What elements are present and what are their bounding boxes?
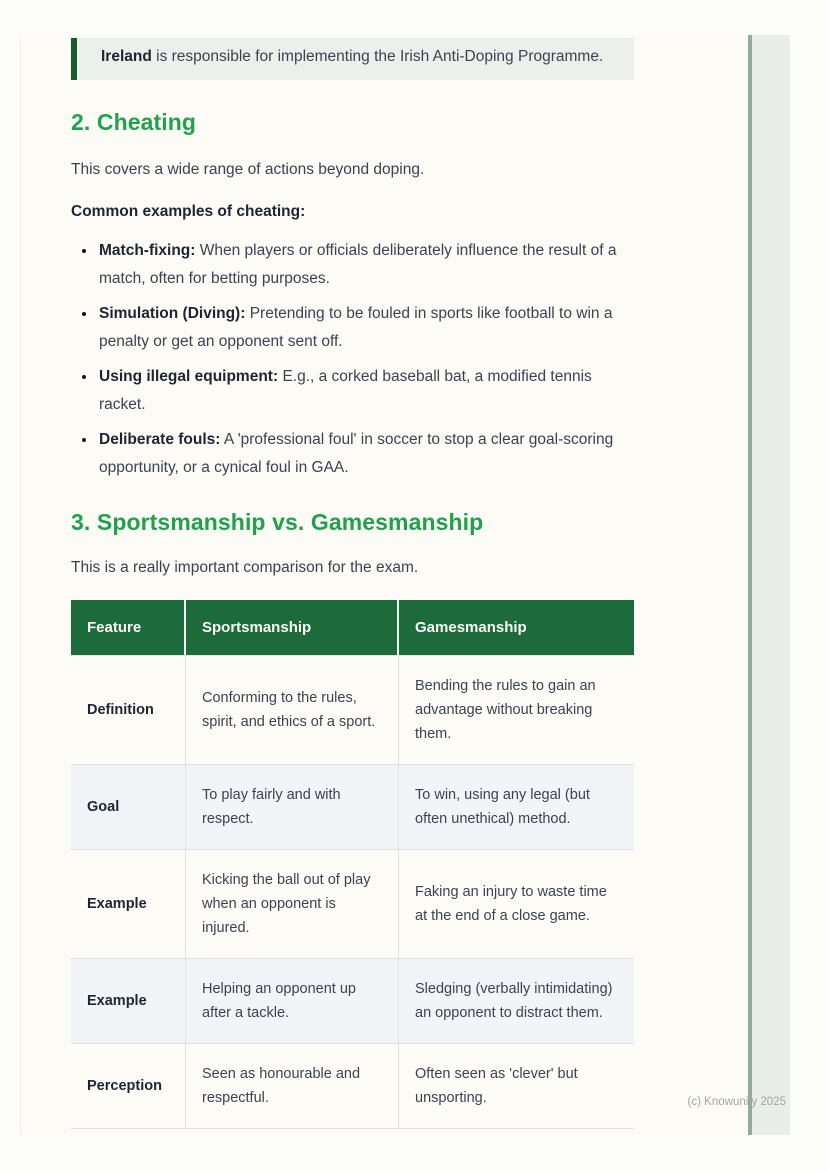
table-row: [71, 1044, 634, 1129]
table-row: [71, 656, 634, 765]
list-item-text: A 'professional foul' in soccer to stop a clear goal-scoring opportunity, or a cynical foul in GAA.: [99, 431, 614, 476]
comparison-table: [71, 600, 634, 1129]
list-item-term: Using illegal equipment:: [99, 368, 279, 385]
list-item: [97, 426, 634, 482]
table-cell-sportsmanship: Kicking the ball out of play when an opponent is injured.: [186, 850, 399, 959]
document-content: [71, 35, 634, 1129]
callout-quote: [71, 38, 634, 80]
page-edge-strip: [748, 35, 790, 1135]
section-heading-sportsmanship: 3. Sportsmanship vs. Gamesmanship: [71, 509, 484, 535]
table-header-gamesmanship: Gamesmanship: [399, 600, 634, 656]
table-cell-gamesmanship: Bending the rules to gain an advantage without breaking them.: [399, 656, 634, 765]
table-header-row: [71, 600, 634, 656]
list-item-term: Match-fixing:: [99, 242, 196, 259]
cheating-intro-paragraph: This covers a wide range of actions beyond doping.: [71, 161, 425, 178]
table-cell-feature: Example: [71, 850, 186, 959]
table-cell-feature: Example: [71, 959, 186, 1044]
list-item: [97, 300, 634, 356]
table-cell-feature: Definition: [71, 656, 186, 765]
table-cell-gamesmanship: To win, using any legal (but often unethical) method.: [399, 765, 634, 850]
list-item: [97, 363, 634, 419]
table-header-feature: Feature: [71, 600, 186, 656]
section-heading-cheating: 2. Cheating: [71, 109, 197, 135]
watermark: (c) Knowunity 2025: [687, 1096, 786, 1108]
comparison-intro-paragraph: This is a really important comparison for the exam.: [71, 559, 419, 576]
table-cell-sportsmanship: Helping an opponent up after a tackle.: [186, 959, 399, 1044]
list-item-term: Simulation (Diving):: [99, 305, 246, 322]
table-cell-sportsmanship: Conforming to the rules, spirit, and ethics of a sport.: [186, 656, 399, 765]
table-cell-gamesmanship: Sledging (verbally intimidating) an opponent to distract them.: [399, 959, 634, 1044]
table-cell-feature: Perception: [71, 1044, 186, 1129]
list-item-text: E.g., a corked baseball bat, a modified tennis racket.: [99, 368, 592, 413]
table-cell-gamesmanship: Faking an injury to waste time at the end of a close game.: [399, 850, 634, 959]
table-row: [71, 959, 634, 1044]
table-header-sportsmanship: Sportsmanship: [186, 600, 399, 656]
list-item: [97, 237, 634, 293]
document-page: [20, 35, 790, 1135]
table-cell-sportsmanship: To play fairly and with respect.: [186, 765, 399, 850]
table-row: [71, 850, 634, 959]
list-item-text: When players or officials deliberately influence the result of a match, often for betting purposes.: [99, 242, 617, 287]
list-item-text: Pretending to be fouled in sports like football to win a penalty or get an opponent sent off.: [99, 305, 613, 350]
list-item-term: Deliberate fouls:: [99, 431, 221, 448]
callout-text: is responsible for implementing the Irish Anti-Doping Programme.: [151, 48, 604, 65]
cheating-list-title: Common examples of cheating:: [71, 203, 306, 220]
table-cell-gamesmanship: Often seen as 'clever' but unsporting.: [399, 1044, 634, 1129]
cheating-bullet-list: [71, 237, 634, 482]
table-row: [71, 765, 634, 850]
table-cell-feature: Goal: [71, 765, 186, 850]
callout-bold-term: Ireland: [101, 48, 152, 65]
table-cell-sportsmanship: Seen as honourable and respectful.: [186, 1044, 399, 1129]
